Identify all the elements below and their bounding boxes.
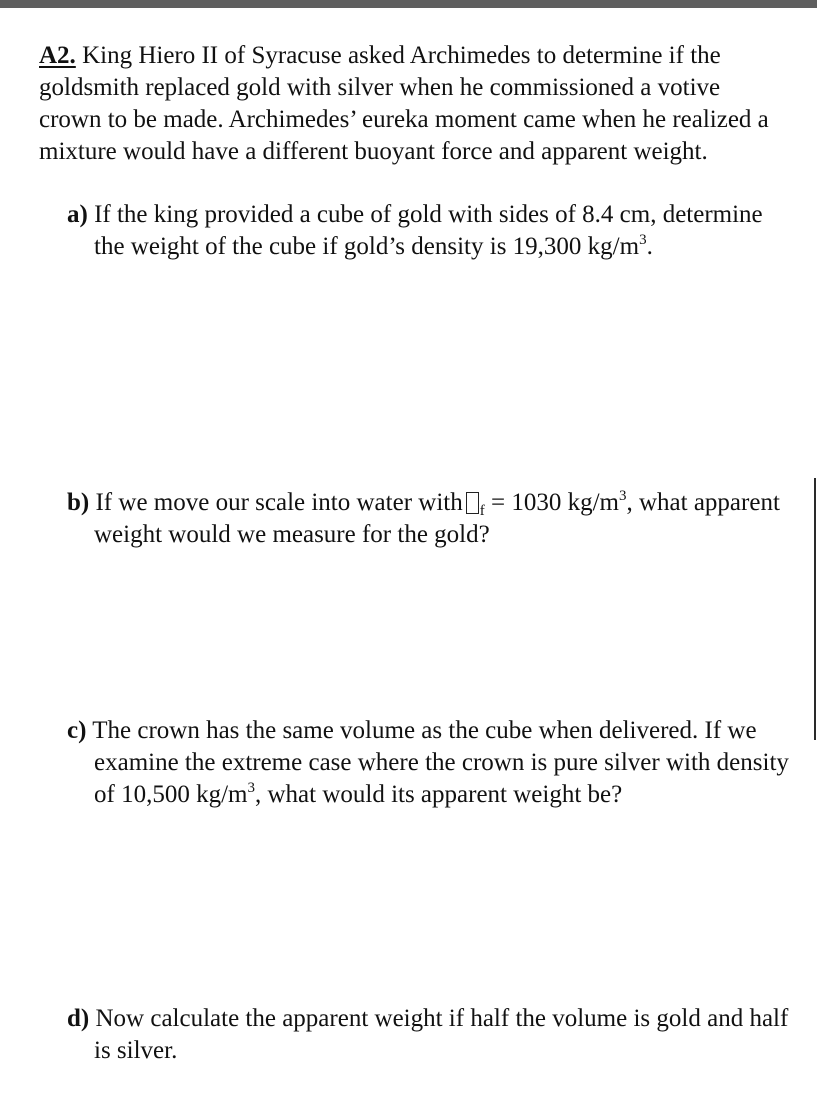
part-b-superscript: 3: [618, 488, 627, 504]
part-b-label: b): [67, 489, 90, 516]
part-c-text: The crown has the same volume as the cube when delivered. If we examine the extreme case where the crown is pure silver with density of 10,500 kg/m: [92, 717, 789, 808]
problem-intro-text: King Hiero II of Syracuse asked Archimedes to determine if the goldsmith replaced gold with silver when he commissioned a votive crown to be made. Archimedes’ eureka moment came when he realized a mixture would have a different buoyant force and apparent weight.: [39, 42, 769, 165]
problem-intro: [39, 40, 769, 168]
part-c-label: c): [67, 717, 87, 744]
question-part-b: [67, 487, 794, 551]
question-part-c: [67, 715, 794, 811]
part-a-superscript: 3: [639, 232, 647, 248]
part-d-text: Now calculate the apparent weight if half the volume is gold and half is silver.: [94, 1005, 789, 1064]
part-b-text-density: = 1030 kg/m: [490, 489, 619, 516]
part-a-label: a): [67, 201, 88, 228]
question-part-a: [67, 199, 794, 263]
part-a-text-end: .: [646, 233, 653, 260]
part-b-subscript: f: [479, 503, 485, 519]
missing-rho-glyph-icon: [466, 492, 479, 514]
problem-label: A2.: [39, 42, 76, 69]
part-b-text-end: , what apparent weight would we measure for the gold?: [94, 489, 780, 548]
part-a-text: If the king provided a cube of gold with sides of 8.4 cm, determine the weight of the cube if gold’s density is 19,300 kg/m: [94, 201, 763, 260]
part-c-superscript: 3: [247, 780, 255, 796]
part-d-label: d): [67, 1005, 90, 1032]
question-part-d: [67, 1003, 794, 1067]
part-b-text: If we move our scale into water with: [95, 489, 463, 516]
part-c-text-end: , what would its apparent weight be?: [254, 781, 623, 808]
